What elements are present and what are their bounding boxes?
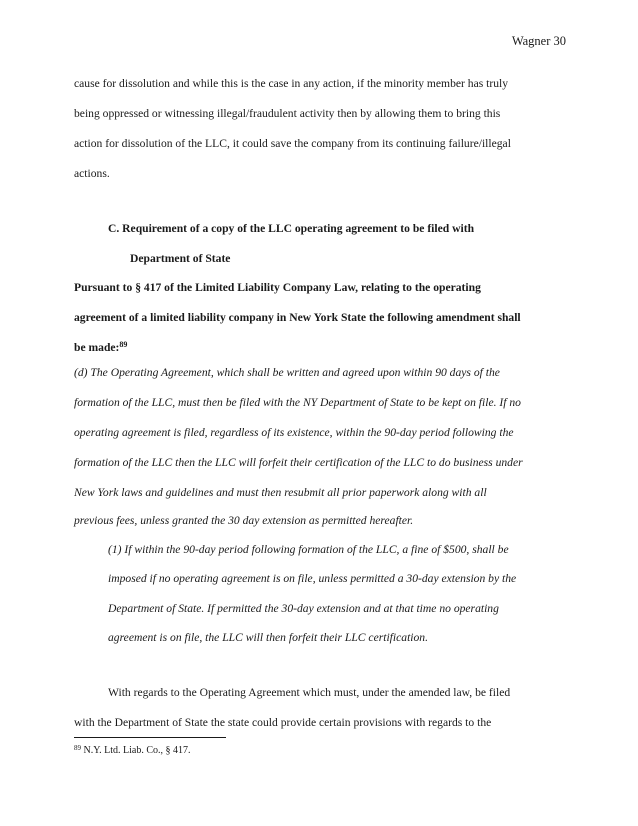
body-line: cause for dissolution and while this is the case in any action, if the minority member has truly <box>74 77 509 90</box>
footnote-number: 89 <box>74 744 81 752</box>
body-text: be made: <box>74 341 120 354</box>
amendment-line: operating agreement is filed, regardless of its existence, within the 90-day period following the <box>74 426 514 439</box>
body-line <box>74 341 127 355</box>
section-heading-continued: Department of State <box>130 252 231 265</box>
amendment-line: formation of the LLC then the LLC will forfeit their certification of the LLC to do business under <box>74 456 523 469</box>
body-line: being oppressed or witnessing illegal/fraudulent activity then by allowing them to bring this <box>74 107 501 120</box>
amendment-line: New York laws and guidelines and must then resubmit all prior paperwork along with all <box>74 486 487 499</box>
amendment-line: (d) The Operating Agreement, which shall be written and agreed upon within 90 days of the <box>74 366 500 379</box>
footnote-text: N.Y. Ltd. Liab. Co., § 417. <box>81 745 191 756</box>
amendment-subsection-line: Department of State. If permitted the 30-day extension and at that time no operating <box>108 602 499 615</box>
amendment-line: formation of the LLC, must then be filed with the NY Department of State to be kept on file. If no <box>74 396 521 409</box>
body-line: with the Department of State the state could provide certain provisions with regards to the <box>74 716 492 729</box>
body-line: Pursuant to § 417 of the Limited Liability Company Law, relating to the operating <box>74 281 481 294</box>
amendment-line: previous fees, unless granted the 30 day extension as permitted hereafter. <box>74 514 414 527</box>
amendment-subsection-line: imposed if no operating agreement is on file, unless permitted a 30-day extension by the <box>108 572 517 585</box>
footnote-divider <box>74 737 226 738</box>
running-head: Wagner 30 <box>511 34 566 48</box>
amendment-subsection-line: agreement is on file, the LLC will then forfeit their LLC certification. <box>108 631 428 644</box>
amendment-subsection-line: (1) If within the 90-day period following formation of the LLC, a fine of $500, shall be <box>108 543 509 556</box>
body-line: With regards to the Operating Agreement which must, under the amended law, be filed <box>108 686 511 699</box>
body-line: actions. <box>74 167 110 180</box>
footnote <box>74 745 191 756</box>
footnote-reference[interactable]: 89 <box>119 340 128 349</box>
body-line: action for dissolution of the LLC, it could save the company from its continuing failure/illegal <box>74 137 511 150</box>
section-heading: C. Requirement of a copy of the LLC operating agreement to be filed with <box>108 222 475 235</box>
body-line: agreement of a limited liability company in New York State the following amendment shall <box>74 311 521 324</box>
